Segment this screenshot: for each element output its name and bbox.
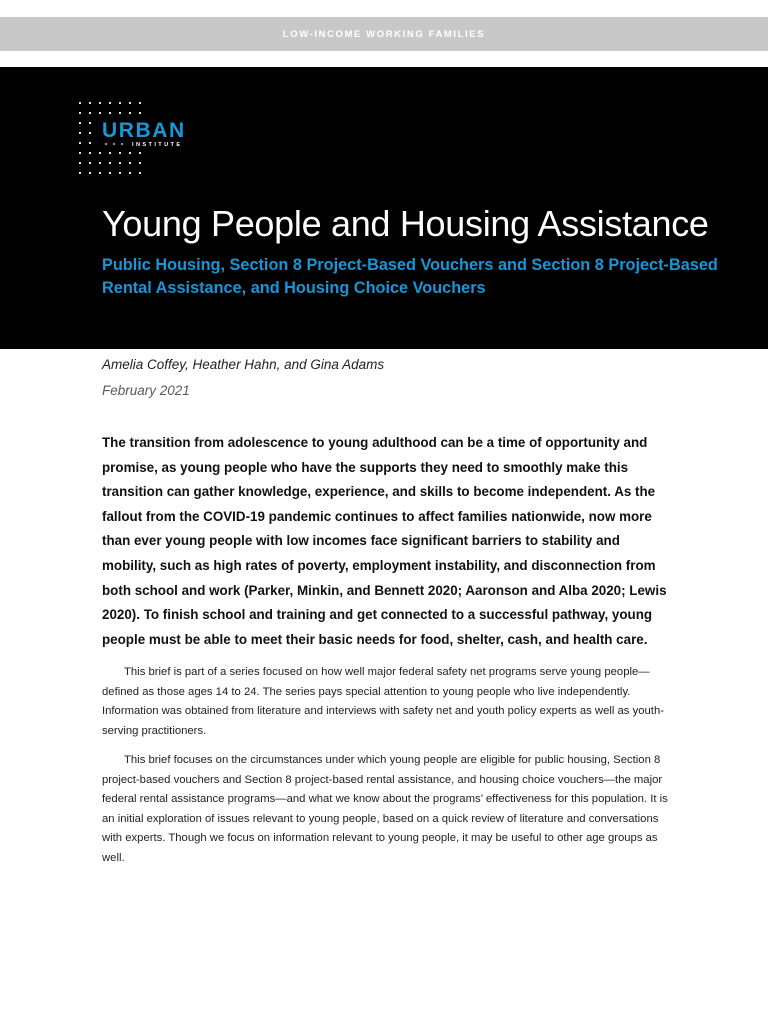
logo-dot	[89, 172, 91, 174]
publication-date: February 2021	[102, 383, 190, 398]
urban-institute-logo	[78, 101, 203, 177]
logo-dot	[99, 172, 101, 174]
body-paragraph: This brief is part of a series focused on how well major federal safety net programs serve young people—defined as those ages 14 to 24. The series pays special attention to young people who live independently. Information was obtained from literature and interviews with safety net and youth policy experts as well as youth-serving practitioners.	[102, 666, 664, 737]
logo-dot	[129, 102, 131, 104]
logo-dot	[119, 112, 121, 114]
logo-dot	[79, 162, 81, 164]
logo-dot	[99, 102, 101, 104]
logo-dot	[119, 162, 121, 164]
logo-dot	[139, 152, 141, 154]
logo-dot	[79, 132, 81, 134]
series-banner	[0, 17, 768, 51]
logo-dot	[79, 142, 81, 144]
logo-dot	[109, 152, 111, 154]
logo-dot	[119, 102, 121, 104]
logo-dot	[109, 172, 111, 174]
logo-dot	[139, 172, 141, 174]
logo-dot	[79, 172, 81, 174]
logo-dot	[119, 152, 121, 154]
logo-dot	[109, 162, 111, 164]
logo-dot	[139, 162, 141, 164]
logo-dot	[79, 102, 81, 104]
logo-dot	[139, 102, 141, 104]
logo-dot	[89, 162, 91, 164]
logo-dot	[89, 122, 91, 124]
logo-subwordmark: INSTITUTE	[132, 142, 183, 148]
logo-dot	[121, 143, 123, 145]
logo-dot	[89, 152, 91, 154]
logo-dot	[89, 102, 91, 104]
lead-paragraph: The transition from adolescence to young adulthood can be a time of opportunity and promise, as young people who have the supports they need to smoothly make this transition can gather knowledge, experience, and skills to become independent. As the fallout from the COVID-19 pandemic continues to affect families nationwide, now more than ever young people with low incomes face significant barriers to stability and mobility, such as high rates of poverty, employment instability, and disconnection from both school and work (Parker, Minkin, and Bennett 2020; Aaronson and Alba 2020; Lewis 2020). To finish school and training and get connected to a successful pathway, young people must be able to meet their basic needs for food, shelter, cash, and health care.	[102, 435, 667, 647]
page-subtitle: Public Housing, Section 8 Project-Based Vouchers and Section 8 Project-Based Rental Assistance, and Housing Choice Vouchers	[102, 256, 718, 297]
logo-dot	[129, 172, 131, 174]
logo-dot	[99, 162, 101, 164]
logo-dot	[129, 112, 131, 114]
logo-dot	[109, 112, 111, 114]
logo-dot	[139, 112, 141, 114]
logo-dot	[99, 112, 101, 114]
logo-dot	[129, 162, 131, 164]
logo-wordmark: URBAN	[102, 119, 186, 142]
logo-dot	[99, 152, 101, 154]
logo-dot	[79, 122, 81, 124]
page-title: Young People and Housing Assistance	[102, 203, 709, 244]
logo-dot	[105, 143, 107, 145]
logo-dot	[129, 152, 131, 154]
logo-dot	[79, 152, 81, 154]
logo-dot	[79, 112, 81, 114]
logo-graphic	[78, 101, 203, 177]
logo-dot	[89, 112, 91, 114]
logo-dot	[89, 142, 91, 144]
logo-dot	[109, 102, 111, 104]
logo-dot	[119, 172, 121, 174]
logo-dot	[113, 143, 115, 145]
body-paragraph: This brief focuses on the circumstances under which young people are eligible for public housing, Section 8 project-based vouchers and Section 8 project-based rental assistance, and housing choice vouchers—the major federal rental assistance programs—and what we know about the programs’ effectiveness for this population. It is an initial exploration of issues relevant to young people, based on a quick review of literature and conversations with experts. Though we focus on information relevant to young people, it may be useful to other age groups as well.	[102, 754, 668, 864]
logo-dot	[89, 132, 91, 134]
series-label: LOW-INCOME WORKING FAMILIES	[282, 28, 486, 40]
authors: Amelia Coffey, Heather Hahn, and Gina Adams	[102, 357, 385, 372]
